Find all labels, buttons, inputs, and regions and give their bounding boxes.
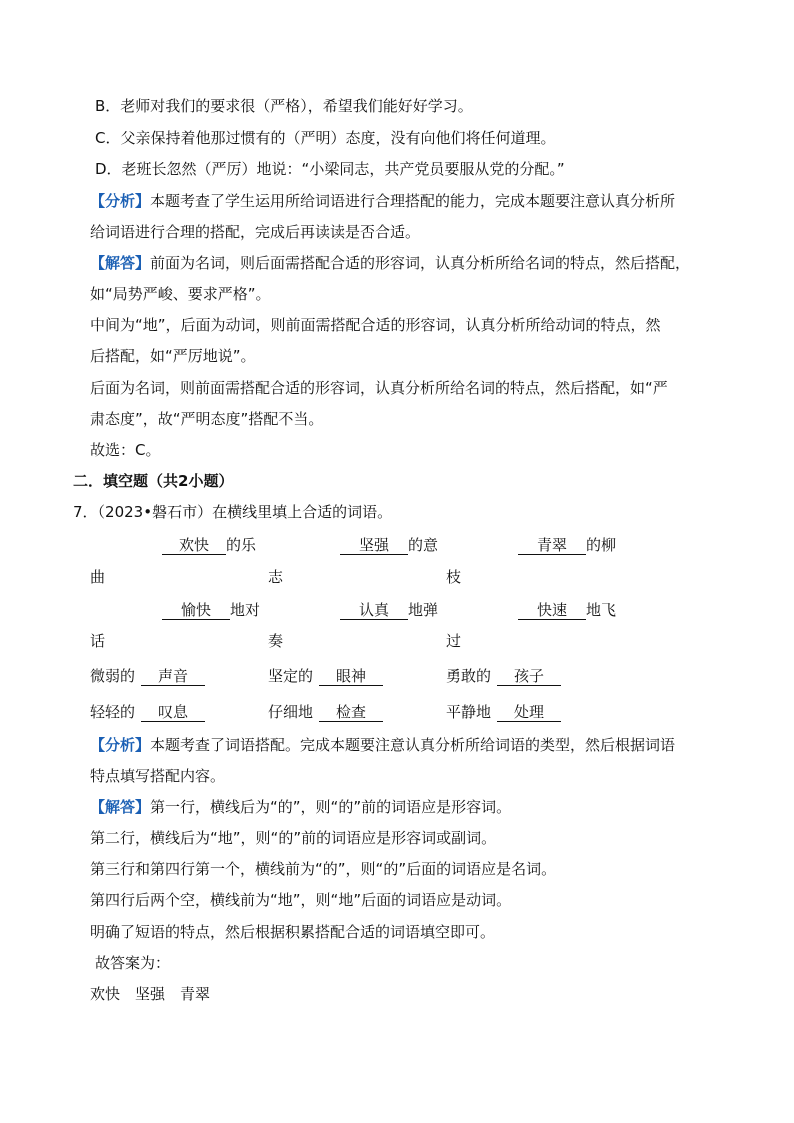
answer-text: 前面为名词，则后面需搭配合适的形容词，认真分析所给名词的特点，然后搭配， bbox=[150, 254, 691, 272]
answer-1-line-4: 后搭配，如“严厉地说”。 bbox=[90, 347, 256, 365]
fill-item bbox=[518, 600, 616, 620]
answer-2-line-3: 第三行和第四行第一个，横线前为“的”，则“的”后面的词语应是名词。 bbox=[90, 860, 557, 878]
fill-item bbox=[90, 666, 205, 686]
fill-blank: 坚强 bbox=[340, 536, 408, 555]
fill-wrap: 枝 bbox=[446, 568, 462, 586]
fill-wrap: 曲 bbox=[90, 568, 106, 586]
answer-2-line-5: 明确了短语的特点，然后根据积累搭配合适的词语填空即可。 bbox=[90, 923, 496, 941]
fill-blank: 认真 bbox=[340, 601, 408, 620]
answer-tag: 【解答】 bbox=[90, 798, 151, 816]
analysis-1-line-1 bbox=[90, 191, 675, 211]
fill-blank: 欢快 bbox=[162, 536, 226, 555]
fill-blank: 愉快 bbox=[162, 601, 230, 620]
analysis-tag: 【分析】 bbox=[90, 736, 151, 754]
answer-2-result: 欢快 坚强 青翠 bbox=[90, 985, 211, 1003]
fill-blank: 检查 bbox=[319, 703, 383, 722]
fill-blank: 孩子 bbox=[497, 667, 561, 686]
answer-2-line-2: 第二行，横线后为“地”，则“的”前的词语应是形容词或副词。 bbox=[90, 829, 497, 847]
fill-item bbox=[268, 702, 383, 722]
option-b: B．老师对我们的要求很（严格），希望我们能好好学习。 bbox=[95, 97, 473, 115]
fill-wrap: 奏 bbox=[268, 632, 284, 650]
answer-2-result-label: 故答案为： bbox=[95, 954, 171, 972]
answer-1-line-2: 如“局势严峻、要求严格”。 bbox=[90, 285, 271, 303]
analysis-1-line-2: 给词语进行合理的搭配，完成后再读读是否合适。 bbox=[90, 223, 421, 241]
option-c: C．父亲保持着他那过惯有的（严明）态度，没有向他们将任何道理。 bbox=[95, 129, 556, 147]
answer-2-line-1 bbox=[90, 797, 511, 817]
fill-text: 平静地 bbox=[446, 703, 492, 721]
fill-text: 仔细地 bbox=[268, 703, 314, 721]
answer-text: 第一行，横线后为“的”，则“的”前的词语应是形容词。 bbox=[150, 798, 512, 816]
answer-1-line-5: 后面为名词，则前面需搭配合适的形容词，认真分析所给名词的特点，然后搭配，如“严 bbox=[90, 379, 668, 397]
answer-1-line-1 bbox=[90, 253, 690, 273]
section-title: 二．填空题（共2小题） bbox=[73, 472, 234, 490]
fill-text: 勇敢的 bbox=[446, 667, 492, 685]
question-7-stem: 7．（2023•磐石市）在横线里填上合适的词语。 bbox=[73, 503, 393, 521]
fill-text: 地弹 bbox=[408, 601, 439, 619]
fill-item bbox=[90, 702, 205, 722]
fill-blank: 声音 bbox=[141, 667, 205, 686]
fill-item bbox=[340, 535, 438, 555]
analysis-tag: 【分析】 bbox=[90, 192, 151, 210]
fill-text: 地飞 bbox=[586, 601, 617, 619]
fill-text: 的意 bbox=[408, 536, 439, 554]
fill-blank: 叹息 bbox=[141, 703, 205, 722]
fill-text: 的柳 bbox=[586, 536, 617, 554]
fill-blank: 眼神 bbox=[319, 667, 383, 686]
fill-text: 坚定的 bbox=[268, 667, 314, 685]
fill-item bbox=[162, 600, 260, 620]
option-d: D．老班长忽然（严厉）地说：“小梁同志，共产党员要服从党的分配。” bbox=[95, 160, 565, 178]
fill-text: 地对 bbox=[230, 601, 261, 619]
answer-1-line-6: 肃态度”，故“严明态度”搭配不当。 bbox=[90, 410, 324, 428]
fill-text: 轻轻的 bbox=[90, 703, 136, 721]
fill-wrap: 志 bbox=[268, 568, 284, 586]
analysis-2-line-1 bbox=[90, 735, 675, 755]
answer-1-choice: 故选：C。 bbox=[90, 441, 161, 459]
analysis-text: 本题考查了词语搭配。完成本题要注意认真分析所给词语的类型，然后根据词语 bbox=[150, 736, 676, 754]
fill-item bbox=[518, 535, 616, 555]
fill-text: 的乐 bbox=[226, 536, 257, 554]
fill-item bbox=[446, 702, 561, 722]
fill-blank: 处理 bbox=[497, 703, 561, 722]
fill-blank: 快速 bbox=[518, 601, 586, 620]
fill-item bbox=[162, 535, 256, 555]
fill-wrap: 话 bbox=[90, 632, 106, 650]
fill-wrap: 过 bbox=[446, 632, 462, 650]
fill-item bbox=[268, 666, 383, 686]
fill-text: 微弱的 bbox=[90, 667, 136, 685]
analysis-text: 本题考查了学生运用所给词语进行合理搭配的能力，完成本题要注意认真分析所 bbox=[150, 192, 676, 210]
fill-item bbox=[446, 666, 561, 686]
answer-1-line-3: 中间为“地”，后面为动词，则前面需搭配合适的形容词，认真分析所给动词的特点，然 bbox=[90, 316, 661, 334]
answer-tag: 【解答】 bbox=[90, 254, 151, 272]
fill-item bbox=[340, 600, 438, 620]
analysis-2-line-2: 特点填写搭配内容。 bbox=[90, 767, 226, 785]
answer-2-line-4: 第四行后两个空，横线前为“地”，则“地”后面的词语应是动词。 bbox=[90, 891, 512, 909]
fill-blank: 青翠 bbox=[518, 536, 586, 555]
